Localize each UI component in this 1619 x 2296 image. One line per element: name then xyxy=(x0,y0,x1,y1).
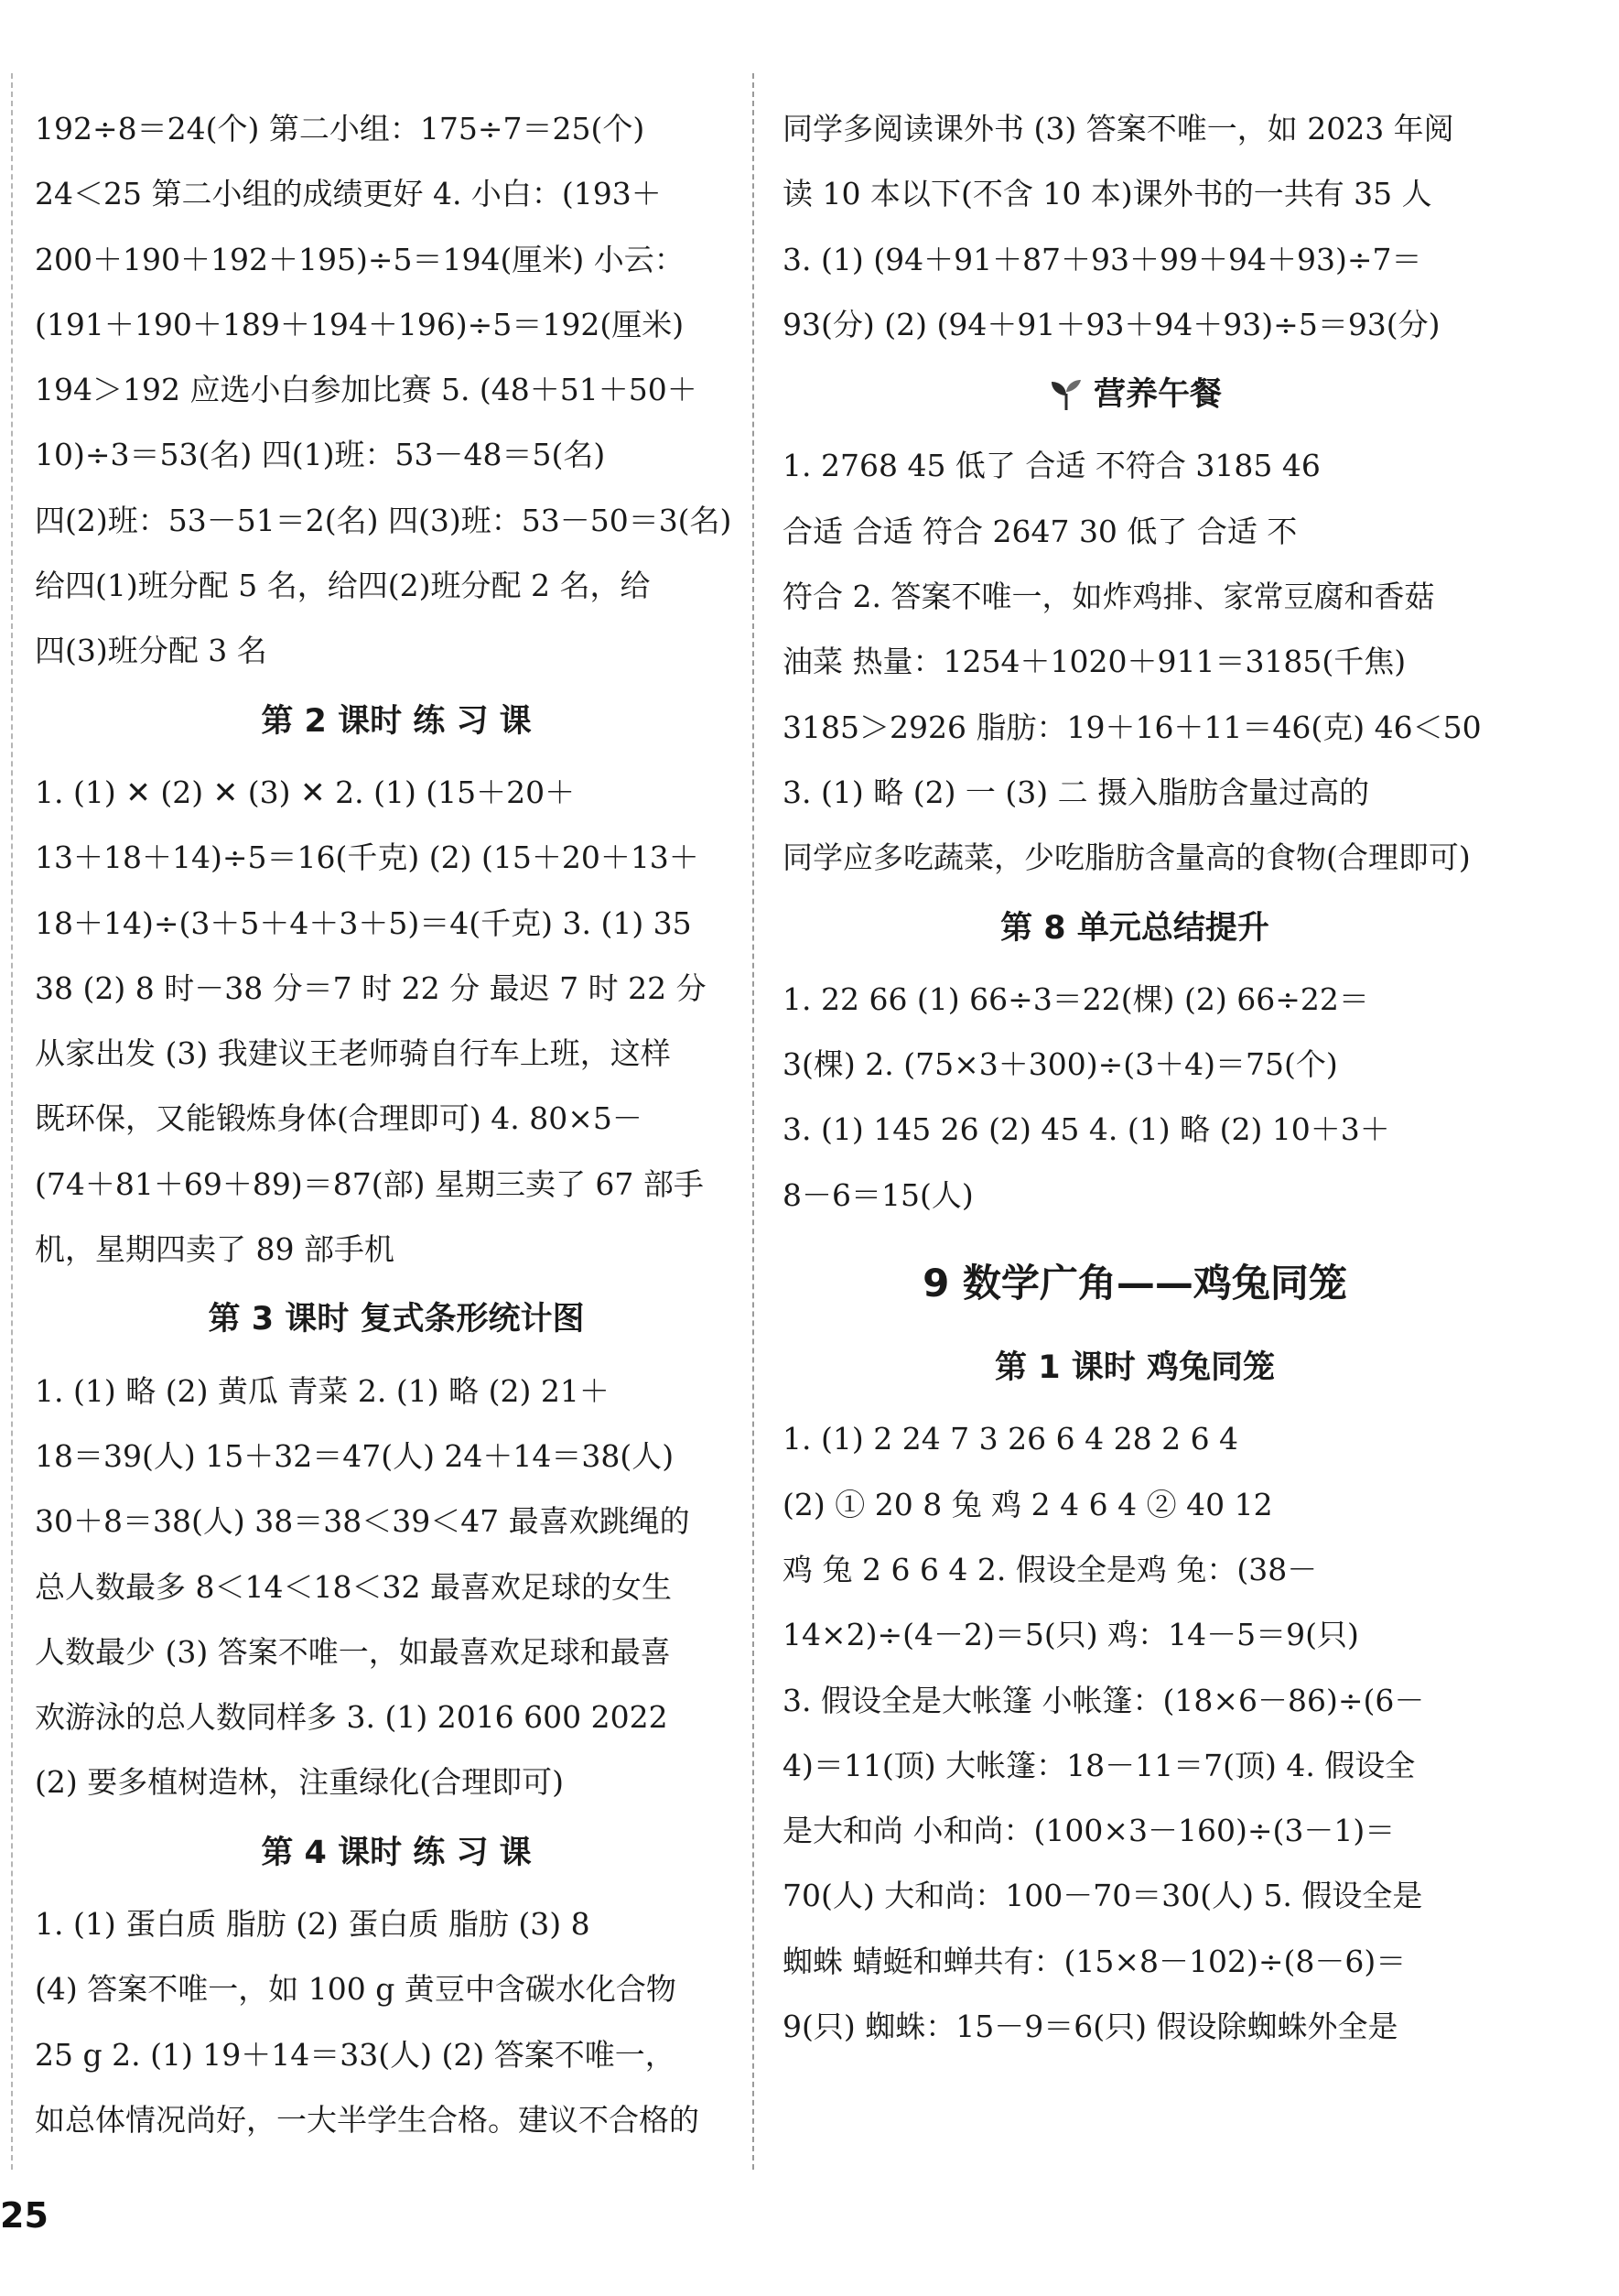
page-number: 25 xyxy=(0,2195,49,2236)
answer-line: 3185＞2926 脂肪：19＋16＋11＝46(克) 46＜50 xyxy=(783,709,1482,745)
answer-line: 同学多阅读课外书 (3) 答案不唯一，如 2023 年阅 xyxy=(783,111,1454,146)
answer-line: (2) 要多植树造林，注重绿化(合理即可) xyxy=(35,1764,564,1801)
section-heading-label: 营养午餐 xyxy=(1093,376,1222,414)
answer-line: 8－6＝15(人) xyxy=(783,1176,974,1213)
answer-line: 38 (2) 8 时－38 分＝7 时 22 分 最迟 7 时 22 分 xyxy=(35,969,707,1006)
answer-line: 192÷8＝24(个) 第二小组：175÷7＝25(个) xyxy=(35,111,645,146)
answer-line: 24＜25 第二小组的成绩更好 4. 小白：(193＋ xyxy=(35,176,662,212)
answer-line: 鸡 兔 2 6 6 4 2. 假设全是鸡 兔：(38－ xyxy=(783,1551,1318,1587)
section-heading: 第 2 课时 练 习 课 xyxy=(261,702,532,740)
answer-line: 200＋190＋192＋195)÷5＝194(厘米) 小云： xyxy=(35,241,685,277)
answer-line: 70(人) 大和尚：100－70＝30(人) 5. 假设全是 xyxy=(783,1878,1423,1914)
answer-line: 18＋14)÷(3＋5＋4＋3＋5)＝4(千克) 3. (1) 35 xyxy=(35,904,692,941)
answer-line: (74＋81＋69＋89)＝87(部) 星期三卖了 67 部手 xyxy=(35,1165,704,1202)
answer-line: 9(只) 蜘蛛：15－9＝6(只) 假设除蜘蛛外全是 xyxy=(783,2009,1398,2045)
answer-line: 3. (1) 略 (2) 一 (3) 二 摄入脂肪含量过高的 xyxy=(783,774,1370,810)
answer-line: 既环保，又能锻炼身体(合理即可) 4. 80×5－ xyxy=(35,1100,642,1137)
answer-line: 3(棵) 2. (75×3＋300)÷(3＋4)＝75(个) xyxy=(783,1046,1338,1083)
answer-line: 油菜 热量：1254＋1020＋911＝3185(千焦) xyxy=(783,644,1407,680)
answer-line: 四(3)班分配 3 名 xyxy=(35,633,267,669)
answer-line: 给四(1)班分配 5 名，给四(2)班分配 2 名，给 xyxy=(35,568,651,604)
answer-line: 欢游泳的总人数同样多 3. (1) 2016 600 2022 xyxy=(35,1699,668,1736)
answer-line: 13＋18＋14)÷5＝16(千克) (2) (15＋20＋13＋ xyxy=(35,839,699,876)
answer-line: 18＝39(人) 15＋32＝47(人) 24＋14＝38(人) xyxy=(35,1437,675,1474)
answer-line: (191＋190＋189＋194＋196)÷5＝192(厘米) xyxy=(35,306,685,342)
answer-line: 同学应多吃蔬菜，少吃脂肪含量高的食物(合理即可) xyxy=(783,839,1471,876)
answer-line: 194＞192 应选小白参加比赛 5. (48＋51＋50＋ xyxy=(35,372,697,408)
answer-line: 10)÷3＝53(名) 四(1)班：53－48＝5(名) xyxy=(35,437,606,473)
answer-line: (2) ① 20 8 兔 鸡 2 4 6 4 ② 40 12 xyxy=(783,1486,1273,1522)
answer-line: 符合 2. 答案不唯一，如炸鸡排、家常豆腐和香菇 xyxy=(783,579,1435,615)
answer-line: 93(分) (2) (94＋91＋93＋94＋93)÷5＝93(分) xyxy=(783,306,1441,342)
answer-line: 3. (1) 145 26 (2) 45 4. (1) 略 (2) 10＋3＋ xyxy=(783,1111,1390,1148)
chapter-title: 9 数学广角——鸡兔同笼 xyxy=(923,1261,1347,1306)
section-heading: 第 4 课时 练 习 课 xyxy=(261,1834,532,1871)
answer-line: 总人数最多 8＜14＜18＜32 最喜欢足球的女生 xyxy=(35,1568,672,1605)
answer-line: 四(2)班：53－51＝2(名) 四(3)班：53－50＝3(名) xyxy=(35,502,732,538)
answer-line: 3. (1) (94＋91＋87＋93＋99＋94＋93)÷7＝ xyxy=(783,241,1422,277)
answer-line: 读 10 本以下(不含 10 本)课外书的一共有 35 人 xyxy=(783,176,1432,212)
answer-line: 1. (1) ✕ (2) ✕ (3) ✕ 2. (1) (15＋20＋ xyxy=(35,774,576,810)
sprout-icon xyxy=(1048,377,1085,414)
answer-line: 30＋8＝38(人) 38＝38＜39＜47 最喜欢跳绳的 xyxy=(35,1503,690,1540)
section-heading: 第 1 课时 鸡兔同笼 xyxy=(995,1349,1275,1387)
answer-line: 1. (1) 略 (2) 黄瓜 青菜 2. (1) 略 (2) 21＋ xyxy=(35,1372,610,1409)
answer-line: 14×2)÷(4－2)＝5(只) 鸡：14－5＝9(只) xyxy=(783,1617,1359,1653)
section-heading: 第 8 单元总结提升 xyxy=(1000,909,1269,947)
answer-line: 1. 2768 45 低了 合适 不符合 3185 46 xyxy=(783,448,1321,484)
answer-line: 从家出发 (3) 我建议王老师骑自行车上班，这样 xyxy=(35,1035,671,1072)
section-heading xyxy=(783,363,1487,428)
answer-line: 蜘蛛 蜻蜓和蝉共有：(15×8－102)÷(8－6)＝ xyxy=(783,1943,1407,1979)
binding-margin-line xyxy=(11,73,13,2170)
answer-line: 1. 22 66 (1) 66÷3＝22(棵) (2) 66÷22＝ xyxy=(783,980,1369,1017)
answer-line: 1. (1) 蛋白质 脂肪 (2) 蛋白质 脂肪 (3) 8 xyxy=(35,1906,590,1943)
answer-line: 机，星期四卖了 89 部手机 xyxy=(35,1231,394,1268)
left-column xyxy=(35,96,758,2152)
right-column xyxy=(783,96,1487,2059)
answer-line: 如总体情况尚好，一大半学生合格。建议不合格的 xyxy=(35,2101,699,2138)
answer-line: 25 g 2. (1) 19＋14＝33(人) (2) 答案不唯一， xyxy=(35,2036,675,2073)
answer-line: 是大和尚 小和尚：(100×3－160)÷(3－1)＝ xyxy=(783,1813,1396,1849)
answer-line: 3. 假设全是大帐篷 小帐篷：(18×6－86)÷(6－ xyxy=(783,1682,1425,1718)
answer-line: 1. (1) 2 24 7 3 26 6 4 28 2 6 4 xyxy=(783,1421,1239,1457)
section-heading: 第 3 课时 复式条形统计图 xyxy=(208,1301,585,1338)
answer-line: 4)＝11(顶) 大帐篷：18－11＝7(顶) 4. 假设全 xyxy=(783,1747,1416,1783)
answer-line: 合适 合适 符合 2647 30 低了 合适 不 xyxy=(783,513,1298,549)
answer-line: (4) 答案不唯一，如 100 g 黄豆中含碳水化合物 xyxy=(35,1971,676,2008)
answer-line: 人数最少 (3) 答案不唯一，如最喜欢足球和最喜 xyxy=(35,1633,671,1670)
